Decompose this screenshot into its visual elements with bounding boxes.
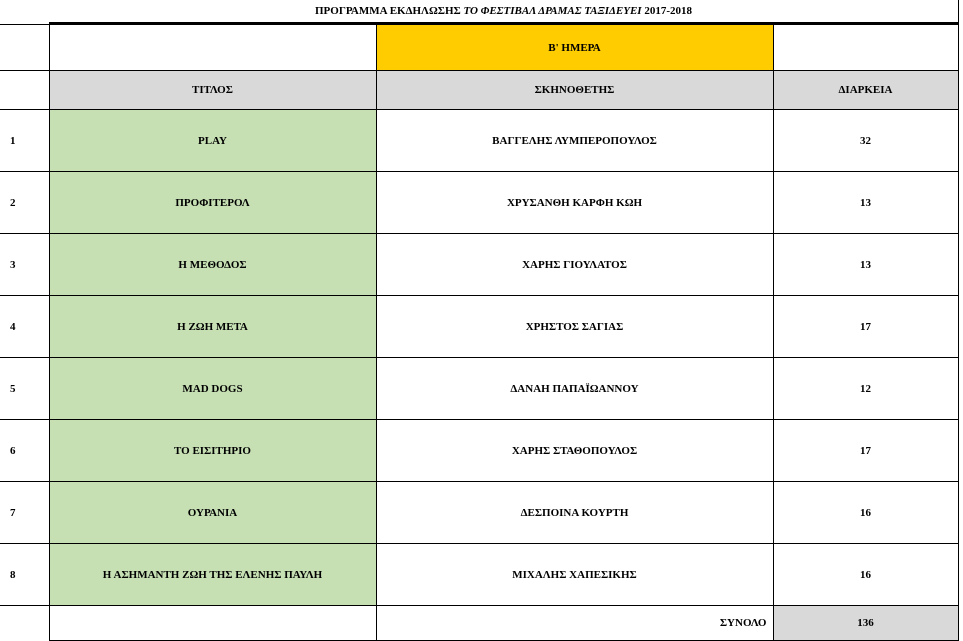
row-number: 6	[0, 420, 49, 482]
day-label: Β' ΗΜΕΡΑ	[376, 25, 773, 71]
film-title: PLAY	[49, 110, 376, 172]
film-duration: 32	[773, 110, 958, 172]
row-number: 3	[0, 234, 49, 296]
film-duration: 16	[773, 544, 958, 606]
total-value: 136	[773, 606, 958, 641]
row-number: 2	[0, 172, 49, 234]
title-festival: ΤΟ ΦΕΣΤΙΒΑΛ ΔΡΑΜΑΣ ΤΑΞΙΔΕΥΕΙ	[463, 5, 642, 17]
table-row	[0, 234, 958, 296]
row-number: 1	[0, 110, 49, 172]
row-number: 8	[0, 544, 49, 606]
table-row	[0, 110, 958, 172]
film-duration: 17	[773, 420, 958, 482]
day-row	[0, 25, 958, 71]
film-title: ΠΡΟΦΙΤΕΡΟΛ	[49, 172, 376, 234]
schedule-title	[49, 0, 959, 24]
empty-cell	[0, 71, 49, 110]
film-title: Η ΖΩΗ ΜΕΤΑ	[49, 296, 376, 358]
film-director: ΧΑΡΗΣ ΣΤΑΘΟΠΟΥΛΟΣ	[376, 420, 773, 482]
empty-cell	[49, 606, 376, 641]
film-title: ΟΥΡΑΝΙΑ	[49, 482, 376, 544]
film-duration: 16	[773, 482, 958, 544]
empty-cell	[49, 25, 376, 71]
total-row	[0, 606, 958, 641]
row-number: 5	[0, 358, 49, 420]
header-row	[0, 71, 958, 110]
empty-cell	[0, 606, 49, 641]
header-title: ΤΙΤΛΟΣ	[49, 71, 376, 110]
film-title: Η ΜΕΘΟΔΟΣ	[49, 234, 376, 296]
film-director: ΔΕΣΠΟΙΝΑ ΚΟΥΡΤΗ	[376, 482, 773, 544]
film-title: MAD DOGS	[49, 358, 376, 420]
film-title: Η ΑΣΗΜΑΝΤΗ ΖΩΗ ΤΗΣ ΕΛΕΝΗΣ ΠΑΥΛΗ	[49, 544, 376, 606]
empty-cell	[773, 25, 958, 71]
table-row	[0, 172, 958, 234]
table-row	[0, 420, 958, 482]
film-director: ΜΙΧΑΛΗΣ ΧΑΠΕΣΙΚΗΣ	[376, 544, 773, 606]
film-duration: 13	[773, 172, 958, 234]
title-prefix: ΠΡΟΓΡΑΜΜΑ ΕΚΔΗΛΩΣΗΣ	[314, 5, 461, 17]
film-duration: 17	[773, 296, 958, 358]
header-duration: ΔΙΑΡΚΕΙΑ	[773, 71, 958, 110]
total-label: ΣΥΝΟΛΟ	[376, 606, 773, 641]
table-row	[0, 544, 958, 606]
film-director: ΔΑΝΑΗ ΠΑΠΑΪΩΑΝΝΟΥ	[376, 358, 773, 420]
film-director: ΒΑΓΓΕΛΗΣ ΛΥΜΠΕΡΟΠΟΥΛΟΣ	[376, 110, 773, 172]
row-number: 7	[0, 482, 49, 544]
table-row	[0, 358, 958, 420]
film-duration: 12	[773, 358, 958, 420]
film-duration: 13	[773, 234, 958, 296]
table-row	[0, 482, 958, 544]
schedule-table	[0, 24, 959, 641]
row-number: 4	[0, 296, 49, 358]
film-director: ΧΡΗΣΤΟΣ ΣΑΓΙΑΣ	[376, 296, 773, 358]
header-director: ΣΚΗΝΟΘΕΤΗΣ	[376, 71, 773, 110]
table-row	[0, 296, 958, 358]
film-director: ΧΑΡΗΣ ΓΙΟΥΛΑΤΟΣ	[376, 234, 773, 296]
film-director: ΧΡΥΣΑΝΘΗ ΚΑΡΦΗ ΚΩΗ	[376, 172, 773, 234]
film-title: ΤΟ ΕΙΣΙΤΗΡΙΟ	[49, 420, 376, 482]
empty-cell	[0, 25, 49, 71]
title-year: 2017-2018	[644, 5, 692, 17]
